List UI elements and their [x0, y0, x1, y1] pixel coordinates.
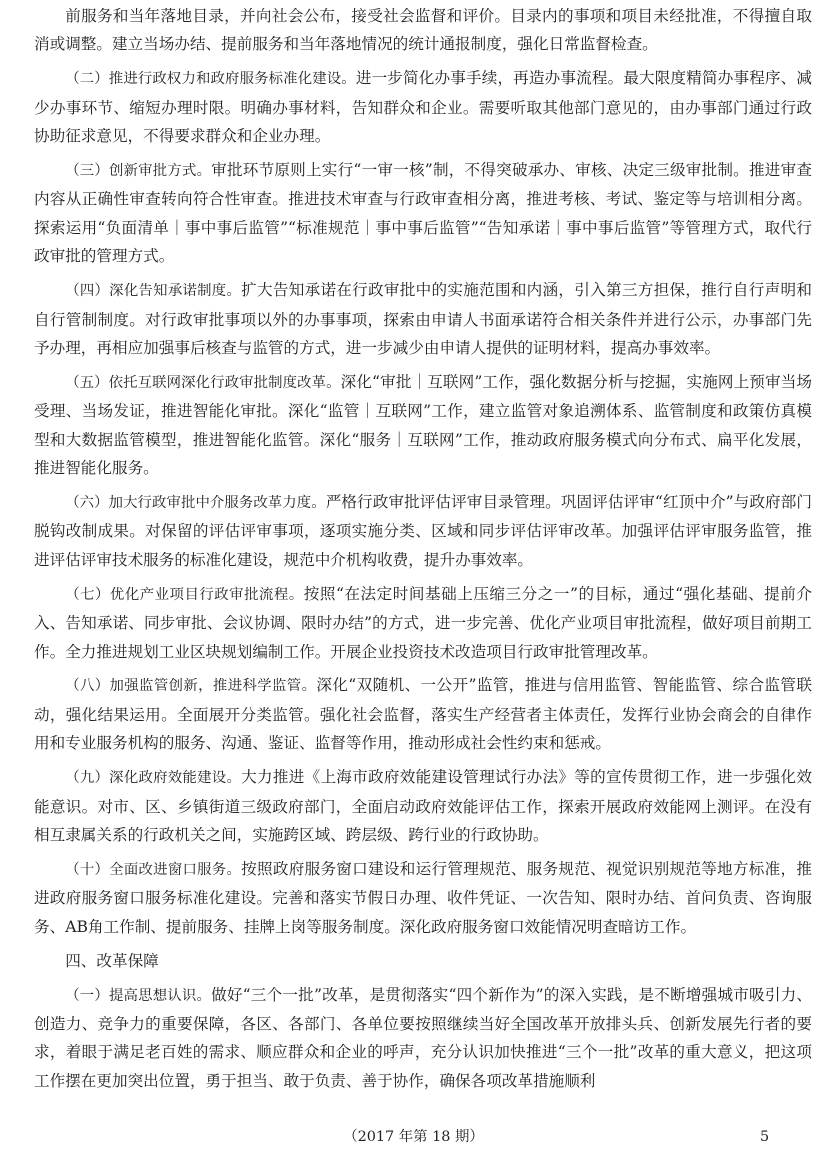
paragraph-continued	[34, 2, 812, 59]
paragraph-5	[34, 368, 812, 483]
paragraph-10	[34, 855, 812, 941]
paragraph-subheading: （七）优化产业项目行政审批流程。	[65, 586, 304, 603]
paragraph-subheading: （二）推进行政权力和政府服务标准化建设。	[65, 71, 356, 88]
paragraph-body: 按照“在法定时间基础上压缩三分之一”的目标，通过“强化基础、提前介入、告知承诺、同步审批、会议协调、限时办结”的方式，进一步完善、优化产业项目审批流程，做好项目前期工作。全力推进规划工业区块规划编制工作。开展企业投资技术改造项目行政审批管理改革。	[34, 584, 812, 661]
paragraph-body: 严格行政审批评估评审目录管理。巩固评估评审“红顶中介”与政府部门脱钩改制成果。对保留的评估评审事项，逐项实施分类、区域和同步评估评审改革。加强评估评审服务监管，推进评估评审技术服务的标准化建设，规范中介机构收费，提升办事效率。	[34, 493, 812, 569]
paragraph-body: 做好“三个一批”改革，是贯彻落实“四个新作为”的深入实践，是不断增强城市吸引力、创造力、竞争力的重要保障，各区、各部门、各单位要按照继续当好全国改革开放排头兵、创新发展先行者的要求，着眼于满足老百姓的需求、顺应群众和企业的呼声，充分认识加快推进“三个一批”改革的重大意义，把这项工作摆在更加突出位置，勇于担当、敢于负责、善于协作，确保各项改革措施顺利	[34, 985, 812, 1090]
paragraph-subheading: （六）加大行政审批中介服务改革力度。	[65, 495, 326, 511]
paragraph-subheading: （三）创新审批方式。	[65, 163, 212, 180]
paragraph-subheading: （十）全面改进窗口服务。	[65, 861, 242, 878]
paragraph-4	[34, 276, 812, 362]
section-heading: 四、改革保障	[65, 951, 159, 970]
paragraph-7	[34, 580, 812, 666]
paragraph-9	[34, 763, 812, 849]
paragraph-body: 大力推进《上海市政府效能建设管理试行办法》等的宣传贯彻工作，进一步强化效能意识。对市、区、乡镇街道三级政府部门，全面启动政府效能评估工作，探索开展政府效能网上测评。在没有相互隶属关系的行政机关之间，实施跨区域、跨层级、跨行业的行政协助。	[34, 768, 812, 844]
paragraph-6	[34, 488, 812, 574]
paragraph-body: 前服务和当年落地目录，并向社会公布，接受社会监督和评价。目录内的事项和项目未经批准，不得擅自取消或调整。建立当场办结、提前服务和当年落地情况的统计通报制度，强化日常监督检查。	[34, 7, 812, 54]
paragraph-2	[34, 64, 812, 150]
paragraph-subheading: （八）加强监管创新，推进科学监管。	[65, 678, 317, 695]
paragraph-subheading: （五）依托互联网深化行政审批制度改革。	[65, 374, 341, 391]
paragraph-11	[34, 981, 812, 1096]
paragraph-8	[34, 671, 812, 757]
paragraph-body: 深化“双随机、一公开”监管，推进与信用监管、智能监管、综合监管联动，强化结果运用。全面展开分类监管。强化社会监督，落实生产经营者主体责任，发挥行业协会商会的自律作用和专业服务机构的服务、沟通、鉴证、监督等作用，推动形成社会性约束和惩戒。	[34, 676, 812, 753]
paragraph-body: 深化“审批｜互联网”工作，强化数据分析与挖掘，实施网上预审当场受理、当场发证，推进智能化审批。深化“监管｜互联网”工作，建立监管对象追溯体系、监管制度和政策仿真模型和大数据监管模型，推进智能化监管。深化“服务｜互联网”工作，推动政府服务模式向分布式、扁平化发展，推进智能化服务。	[34, 372, 812, 478]
paragraph-subheading: （一）提高思想认识。	[65, 987, 212, 1004]
paragraph-3	[34, 156, 812, 271]
paragraph-body: 扩大告知承诺在行政审批中的实施范围和内涵，引入第三方担保，推行自行声明和自行管制制度。对行政审批事项以外的办事事项，探索由申请人书面承诺符合相关条件并进行公示，办事部门先予办理，再相应加强事后核查与监管的方式，进一步减少由申请人提供的证明材料，提高办事效率。	[34, 281, 812, 357]
paragraph-subheading: （九）深化政府效能建设。	[65, 770, 242, 787]
document-body	[34, 2, 812, 1101]
issue-footer: （2017 年第 18 期）	[343, 1129, 484, 1145]
paragraph-subheading: （四）深化告知承诺制度。	[65, 283, 242, 300]
paragraph-body: 进一步简化办事手续，再造办事流程。最大限度精简办事程序、减少办事环节、缩短办理时限。明确办事材料，告知群众和企业。需要听取其他部门意见的，由办事部门通过行政协助征求意见，不得要求群众和企业办理。	[34, 69, 812, 146]
paragraph-body: 按照政府服务窗口建设和运行管理规范、服务规范、视觉识别规范等地方标准，推进政府服务窗口服务标准化建设。完善和落实节假日办理、收件凭证、一次告知、限时办结、首问负责、咨询服务、AB角工作制、提前服务、挂牌上岗等服务制度。深化政府服务窗口效能情况明查暗访工作。	[34, 859, 812, 936]
page-number: 5	[760, 1129, 770, 1145]
paragraph-body: 审批环节原则上实行“一审一核”制，不得突破承办、审核、决定三级审批制。推进审查内容从正确性审查转向符合性审查。推进技术审查与行政审查相分离，推进考核、考试、鉴定等与培训相分离。探索运用“负面清单｜事中事后监管”“标准规范｜事中事后监管”“告知承诺｜事中事后监管”等管理方式，取代行政审批的管理方式。	[34, 161, 812, 266]
